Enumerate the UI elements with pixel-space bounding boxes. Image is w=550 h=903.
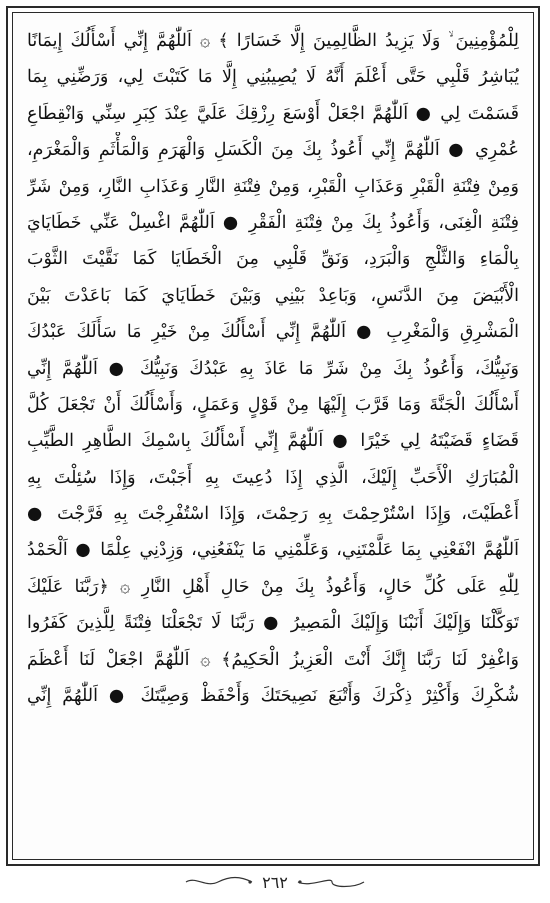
text-line: أَعْطَيْتَ، وَإِذَا اسْتُرْحِمْتَ بِهِ رَحِمْتَ، وَإِذَا اسْتُفْرِجْتَ بِهِ فَرَّجْتَ ● [27,504,519,525]
page-number: ٢٦٢ [262,872,288,892]
text-line: شُكْرِكَ وَأَكْثِرْ ذِكْرَكَ وَأَتْبَعَ نَصِيحَتَكَ وَأَحْفَظْ وَصِيَّتَكَ ● اَللّٰهُمَّ إِنِّي [27,686,519,707]
prayer-text [27,23,519,714]
text-line: فِتْنَةِ الْغِنَى، وَأَعُوذُ بِكَ مِنْ فِتْنَةِ الْفَقْرِ ● اَللّٰهُمَّ اغْسِلْ عَنِّي خَطَايَايَ [27,212,519,233]
page-inner-frame [12,12,534,860]
text-line: عُمْرِي ● اَللّٰهُمَّ إِنِّي أَعُوذُ بِكَ مِنَ الْكَسَلِ وَالْهَرَمِ وَالْمَأْثَمِ وَالْمَغْرَمِ، [27,140,519,161]
text-line: قَضَاءٍ قَضَيْتَهُ لِي خَيْرًا ● اَللّٰهُمَّ إِنِّي أَسْأَلُكَ بِاسْمِكَ الطَّاهِرِ الطَّيِّبِ [27,431,519,452]
text-line: الْمَشْرِقِ وَالْمَغْرِبِ ● اَللّٰهُمَّ إِنِّي أَسْأَلُكَ مِنْ خَيْرِ مَا سَأَلَكَ عَبْدُكَ [27,322,519,343]
page-frame [6,6,540,866]
text-line: اَللّٰهُمَّ انْفَعْنِي بِمَا عَلَّمْتَنِي، وَعَلِّمْنِي مَا يَنْفَعُنِي، وَزِدْنِي عِلْمًا ● اَلْحَمْدُ [27,540,519,561]
text-line: يُبَاشِرُ قَلْبِي حَتَّى أَعْلَمَ أَنَّهُ لَا يُصِيبُنِي إِلَّا مَا كَتَبْتَ لِي، وَرَضِّنِي بِمَا [27,67,519,88]
right-flourish-icon [296,875,366,889]
text-line: الْأَبْيَضَ مِنَ الدَّنَسِ، وَبَاعِدْ بَيْنِي وَبَيْنَ خَطَايَايَ كَمَا بَاعَدْتَ بَيْنَ [27,285,519,306]
text-line: قَسَمْتَ لِي ● اَللّٰهُمَّ اجْعَلْ أَوْسَعَ رِزْقِكَ عَلَيَّ عِنْدَ كِبَرِ سِنِّي وَانْقِطَاعِ [27,103,519,124]
text-line: تَوَكَّلْنَا وَإِلَيْكَ أَنَبْنَا وَإِلَيْكَ الْمَصِيرُ ● رَبَّنَا لَا تَجْعَلْنَا فِتْنَةً لِلَّذِينَ كَفَرُوا [27,613,519,634]
text-line: وَنَبِيُّكَ، وَأَعُوذُ بِكَ مِنْ شَرِّ مَا عَاذَ بِهِ عَبْدُكَ وَنَبِيُّكَ ● اَللّٰهُمَّ إِنِّي [27,358,519,379]
text-line: لِلّٰهِ عَلَى كُلِّ حَالٍ، وَأَعُوذُ بِكَ مِنْ حَالِ أَهْلِ النَّارِ ۞ ﴿رَبَّنَا عَلَيْكَ [27,576,519,597]
text-line: بِالْمَاءِ وَالثَّلْجِ وَالْبَرَدِ، وَنَقِّ قَلْبِي مِنَ الْخَطَايَا كَمَا نَقَّيْتَ الثَّوْبَ [27,249,519,270]
text-line: الْمُبَارَكِ الْأَحَبِّ إِلَيْكَ، الَّذِي إِذَا دُعِيتَ بِهِ أَجَبْتَ، وَإِذَا سُئِلْتَ بِهِ [27,467,519,488]
text-line: وَاغْفِرْ لَنَا رَبَّنَا إِنَّكَ أَنْتَ الْعَزِيزُ الْحَكِيمُ﴾ ۞ اَللّٰهُمَّ اجْعَلْ لَنَا أَعْظَمَ [27,649,519,670]
text-line: لِلْمُؤْمِنِينَ ۙ وَلَا يَزِيدُ الظَّالِمِينَ إِلَّا خَسَارًا ﴾ ۞ اَللّٰهُمَّ إِنِّي أَسْأَلُكَ إِيمَانًا [27,31,519,51]
text-line: وَمِنْ فِتْنَةِ الْقَبْرِ وَعَذَابِ الْقَبْرِ، وَمِنْ فِتْنَةِ النَّارِ وَعَذَابِ النَّارِ، وَمِنْ شَرِّ [27,176,519,197]
text-line: أَسْأَلُكَ الْجَنَّةَ وَمَا قَرَّبَ إِلَيْهَا مِنْ قَوْلٍ وَعَمَلٍ، وَأَسْأَلُكَ أَنْ تَجْعَلَ كُلَّ [27,394,519,415]
page-footer [0,868,550,896]
left-flourish-icon [184,875,254,889]
